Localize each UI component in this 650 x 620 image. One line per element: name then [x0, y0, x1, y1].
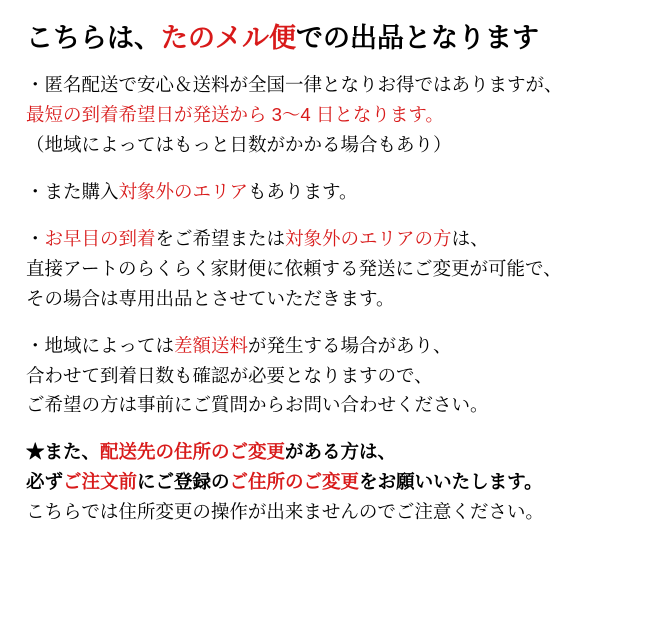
text-segment: ご住所のご変更 — [229, 471, 360, 493]
text-segment: 対象外のエリアの方 — [285, 227, 452, 249]
text-segment: ・また購入 — [26, 180, 119, 202]
paragraph-early-arrival — [26, 224, 624, 314]
text-segment: をご希望または — [155, 227, 286, 249]
text-line — [26, 497, 624, 527]
text-line — [26, 100, 624, 130]
text-segment: 差額送料 — [174, 334, 249, 356]
text-segment: ご希望の方は事前にご質問からお問い合わせください。 — [26, 394, 489, 416]
text-line — [26, 254, 624, 284]
paragraph-address-change — [26, 437, 624, 527]
text-line — [26, 331, 624, 361]
text-segment: をお願いいたします。 — [359, 471, 543, 493]
text-segment: 合わせて到着日数も確認が必要となりますので、 — [26, 364, 433, 386]
text-line — [26, 70, 624, 100]
text-segment: 最短の到着希望日が発送から 3～4 日となります。 — [26, 103, 444, 125]
text-segment: 直接アートのらくらく家財便に依頼する発送にご変更が可能で、 — [26, 257, 562, 279]
text-segment: こちらでは住所変更の操作が出来ませんのでご注意ください。 — [26, 501, 544, 523]
document-body — [26, 70, 624, 528]
text-segment: にご登録の — [137, 471, 230, 493]
text-line — [26, 177, 624, 207]
page-title — [26, 22, 624, 56]
text-line — [26, 467, 624, 497]
text-segment: （地域によってはもっと日数がかかる場合もあり） — [26, 133, 452, 155]
text-segment: ・ — [26, 227, 45, 249]
text-segment: 必ず — [26, 471, 64, 493]
text-segment: がある方は、 — [285, 441, 397, 463]
text-segment: もあります。 — [248, 180, 358, 202]
text-segment: は、 — [451, 227, 489, 249]
paragraph-anonymous-shipping — [26, 70, 624, 160]
paragraph-excluded-area — [26, 177, 624, 207]
text-line — [26, 390, 624, 420]
text-segment: 配送先の住所のご変更 — [100, 441, 286, 463]
paragraph-extra-fee — [26, 331, 624, 421]
text-segment: ご注文前 — [63, 471, 138, 493]
text-segment: ・匿名配送で安心＆送料が全国一律となりお得ではありますが、 — [26, 73, 563, 95]
text-segment: お早目の到着 — [44, 227, 156, 249]
text-line — [26, 224, 624, 254]
text-segment: が発生する場合があり、 — [248, 334, 452, 356]
text-segment: こちらは、 — [26, 23, 161, 53]
text-segment: たのメル便 — [161, 23, 296, 53]
text-segment: ・地域によっては — [26, 334, 175, 356]
text-segment: での出品となります — [296, 23, 539, 53]
text-line — [26, 361, 624, 391]
text-segment: 対象外のエリア — [118, 180, 249, 202]
text-segment: その場合は専用出品とさせていただきます。 — [26, 287, 395, 309]
text-line — [26, 284, 624, 314]
text-line — [26, 130, 624, 160]
text-segment: ★また、 — [26, 441, 101, 463]
text-line — [26, 437, 624, 467]
